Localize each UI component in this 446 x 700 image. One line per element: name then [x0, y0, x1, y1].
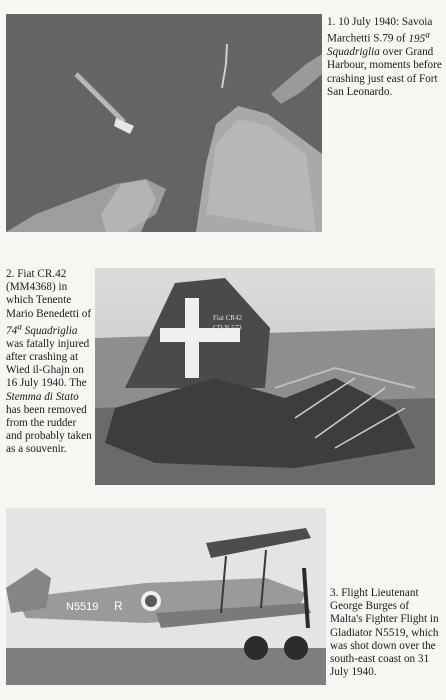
caption-number: 2.: [6, 268, 15, 280]
gladiator-photo: [6, 508, 326, 685]
caption-number: 3.: [330, 587, 339, 599]
caption-aircraft: Savoia Marchetti S.79: [327, 16, 433, 45]
aircraft-serial: N5519: [66, 601, 99, 613]
crash-photo-fiat-cr42: [95, 268, 435, 485]
caption-stemma: Stemma di Stato: [6, 390, 79, 403]
caption-of: of: [396, 32, 406, 45]
caption-photo-3: [330, 587, 444, 679]
caption-date: 10 July 1940:: [338, 16, 400, 28]
caption-photo-1: [327, 16, 443, 99]
caption-squadron: 195$^a$ Squadriglia: [327, 30, 430, 59]
caption-description-end: has been removed from the rudder and probably taken as a souvenir.: [6, 403, 92, 456]
aircraft-code: R: [114, 599, 123, 613]
caption-aircraft: Fiat CR.42 (MM4368) in which Tenente Mario Benedetti of: [6, 268, 92, 320]
caption-description: was fatally injured after crashing at Wied il-Ghajn on 16 July 1940. The: [6, 337, 90, 390]
caption-description: over Grand Harbour, moments before crashing just east of Fort San Leonardo.: [327, 46, 442, 98]
tail-marking-1: Fiat CR42: [213, 314, 242, 322]
caption-description: Flight Lieutenant George Burges of Malta's Fighter Flight in Gladiator N5519, which was shot down over the south-east coast on 31 July 1940.: [330, 587, 439, 679]
tail-marking-2: CD N 573: [213, 324, 242, 332]
caption-photo-2: [6, 268, 92, 457]
aerial-photo-grand-harbour: [6, 14, 322, 232]
caption-number: 1.: [327, 16, 336, 28]
caption-squadron: 74$^a$ Squadriglia: [6, 321, 78, 337]
